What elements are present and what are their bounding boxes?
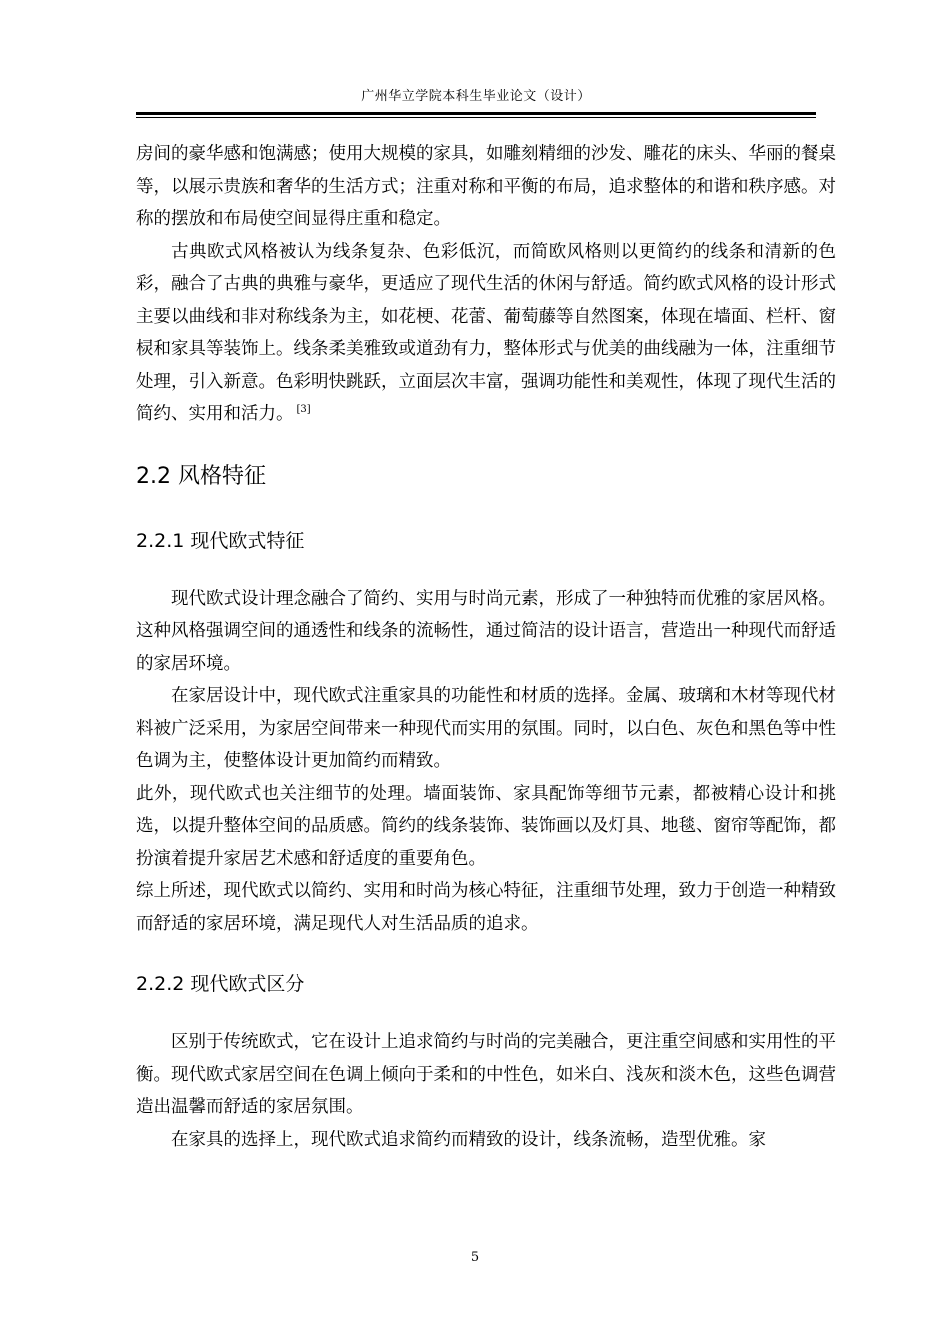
header-rule-thin <box>136 117 816 118</box>
citation-superscript: [3] <box>296 404 311 416</box>
page-number: 5 <box>470 1250 480 1265</box>
paragraph-text: 古典欧式风格被认为线条复杂、色彩低沉，而简欧风格则以更简约的线条和清新的色彩，融合了古典的典雅与豪华，更适应了现代生活的休闲与舒适。简约欧式风格的设计形式主要以曲线和非对称线条为主，如花梗、花蕾、葡萄藤等自然图案，体现在墙面、栏杆、窗棂和家具等装饰上。线条柔美雅致或道劲有力，整体形式与优美的曲线融为一体，注重细节处理，引入新意。色彩明快跳跃，立面层次丰富，强调功能性和美观性，体现了现代生活的简约、实用和活力。 <box>136 241 836 424</box>
paragraph-furniture-selection: 在家具的选择上，现代欧式追求简约而精致的设计，线条流畅，造型优雅。家 <box>171 1129 766 1150</box>
subsection-heading-2-2-1: 2.2.1 现代欧式特征 <box>136 529 305 552</box>
paragraph-classical-style <box>136 236 836 431</box>
paragraph-details: 此外，现代欧式也关注细节的处理。墙面装饰、家具配饰等细节元素，都被精心设计和挑选，以提升整体空间的品质感。简约的线条装饰、装饰画以及灯具、地毯、窗帘等配饰，都扮演着提升家居艺术感和舒适度的重要角色。 <box>136 783 836 869</box>
running-header: 广州华立学院本科生毕业论文（设计） <box>361 89 591 104</box>
paragraph-modern-concept: 现代欧式设计理念融合了简约、实用与时尚元素，形成了一种独特而优雅的家居风格。这种风格强调空间的通透性和线条的流畅性，通过简洁的设计语言，营造出一种现代而舒适的家居环境。 <box>136 588 836 674</box>
paragraph-furniture-materials: 在家居设计中，现代欧式注重家具的功能性和材质的选择。金属、玻璃和木材等现代材料被广泛采用，为家居空间带来一种现代而实用的氛围。同时，以白色、灰色和黑色等中性色调为主，使整体设计更加简约而精致。 <box>136 686 836 771</box>
paragraph-summary: 综上所述，现代欧式以简约、实用和时尚为核心特征，注重细节处理，致力于创造一种精致而舒适的家居环境，满足现代人对生活品质的追求。 <box>136 881 836 934</box>
paragraph-distinction: 区别于传统欧式，它在设计上追求简约与时尚的完美融合，更注重空间感和实用性的平衡。现代欧式家居空间在色调上倾向于柔和的中性色，如米白、浅灰和淡木色，这些色调营造出温馨而舒适的家居氛围。 <box>136 1032 836 1117</box>
document-body <box>136 138 836 1156</box>
section-heading-2-2: 2.2 风格特征 <box>136 463 266 489</box>
paragraph-continued: 房间的豪华感和饱满感；使用大规模的家具，如雕刻精细的沙发、雕花的床头、华丽的餐桌等，以展示贵族和奢华的生活方式；注重对称和平衡的布局，追求整体的和谐和秩序感。对称的摆放和布局使空间显得庄重和稳定。 <box>136 144 836 229</box>
header-rule-thick <box>136 112 816 115</box>
subsection-heading-2-2-2: 2.2.2 现代欧式区分 <box>136 973 305 995</box>
